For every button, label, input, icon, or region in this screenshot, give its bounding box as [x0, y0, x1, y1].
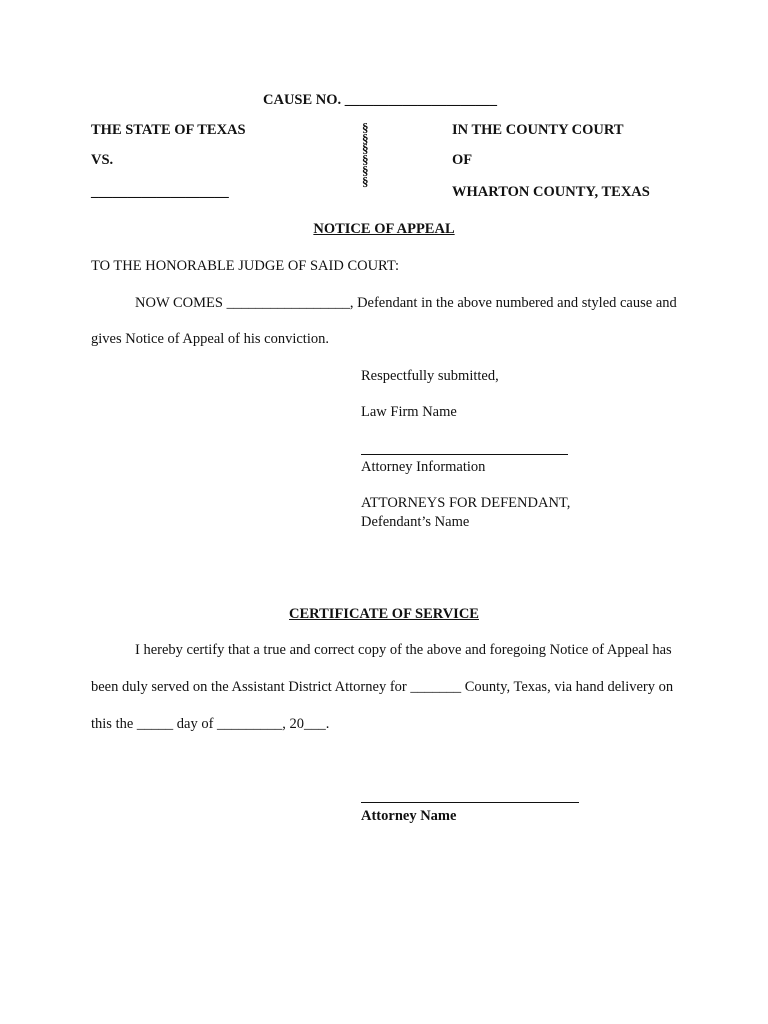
- section-symbol: §: [362, 130, 369, 146]
- certificate-title: CERTIFICATE OF SERVICE: [289, 606, 479, 622]
- attorney-signature-line: [361, 454, 568, 455]
- certificate-line1: I hereby certify that a true and correct copy of the above and foregoing Notice of Appeal has: [135, 642, 672, 658]
- court-name-line2: OF: [452, 152, 473, 168]
- firm-name: Law Firm Name: [361, 404, 457, 420]
- certificate-signature-line: [361, 802, 579, 803]
- section-symbol: §: [362, 141, 369, 157]
- certificate-line2: been duly served on the Assistant District Attorney for _______ County, Texas, via hand delivery on: [91, 679, 674, 695]
- notice-body-line1: NOW COMES _________________, Defendant in the above numbered and styled cause and: [135, 295, 677, 311]
- section-symbol: §: [362, 120, 369, 135]
- court-name-line3: WHARTON COUNTY, TEXAS: [452, 184, 650, 200]
- plaintiff-name: THE STATE OF TEXAS: [91, 122, 246, 138]
- notice-title: NOTICE OF APPEAL: [313, 221, 455, 237]
- attorneys-for-defendant: ATTORNEYS FOR DEFENDANT,: [361, 495, 571, 511]
- section-symbol-column: [362, 120, 369, 189]
- certificate-signer-name: Attorney Name: [361, 808, 457, 824]
- defendant-blank: ___________________: [91, 184, 229, 200]
- section-symbol: §: [362, 173, 369, 189]
- court-name-line1: IN THE COUNTY COURT: [452, 122, 624, 138]
- salutation: TO THE HONORABLE JUDGE OF SAID COURT:: [91, 258, 400, 274]
- section-symbol: §: [362, 162, 369, 178]
- closing: Respectfully submitted,: [361, 368, 499, 384]
- section-symbol: §: [362, 152, 369, 168]
- certificate-line3: this the _____ day of _________, 20___.: [91, 716, 330, 732]
- defendant-name: Defendant’s Name: [361, 514, 470, 530]
- versus-label: VS.: [91, 152, 114, 168]
- cause-number: CAUSE NO. _____________________: [263, 92, 498, 108]
- notice-body-line2: gives Notice of Appeal of his conviction.: [91, 331, 329, 347]
- attorney-information: Attorney Information: [361, 459, 486, 475]
